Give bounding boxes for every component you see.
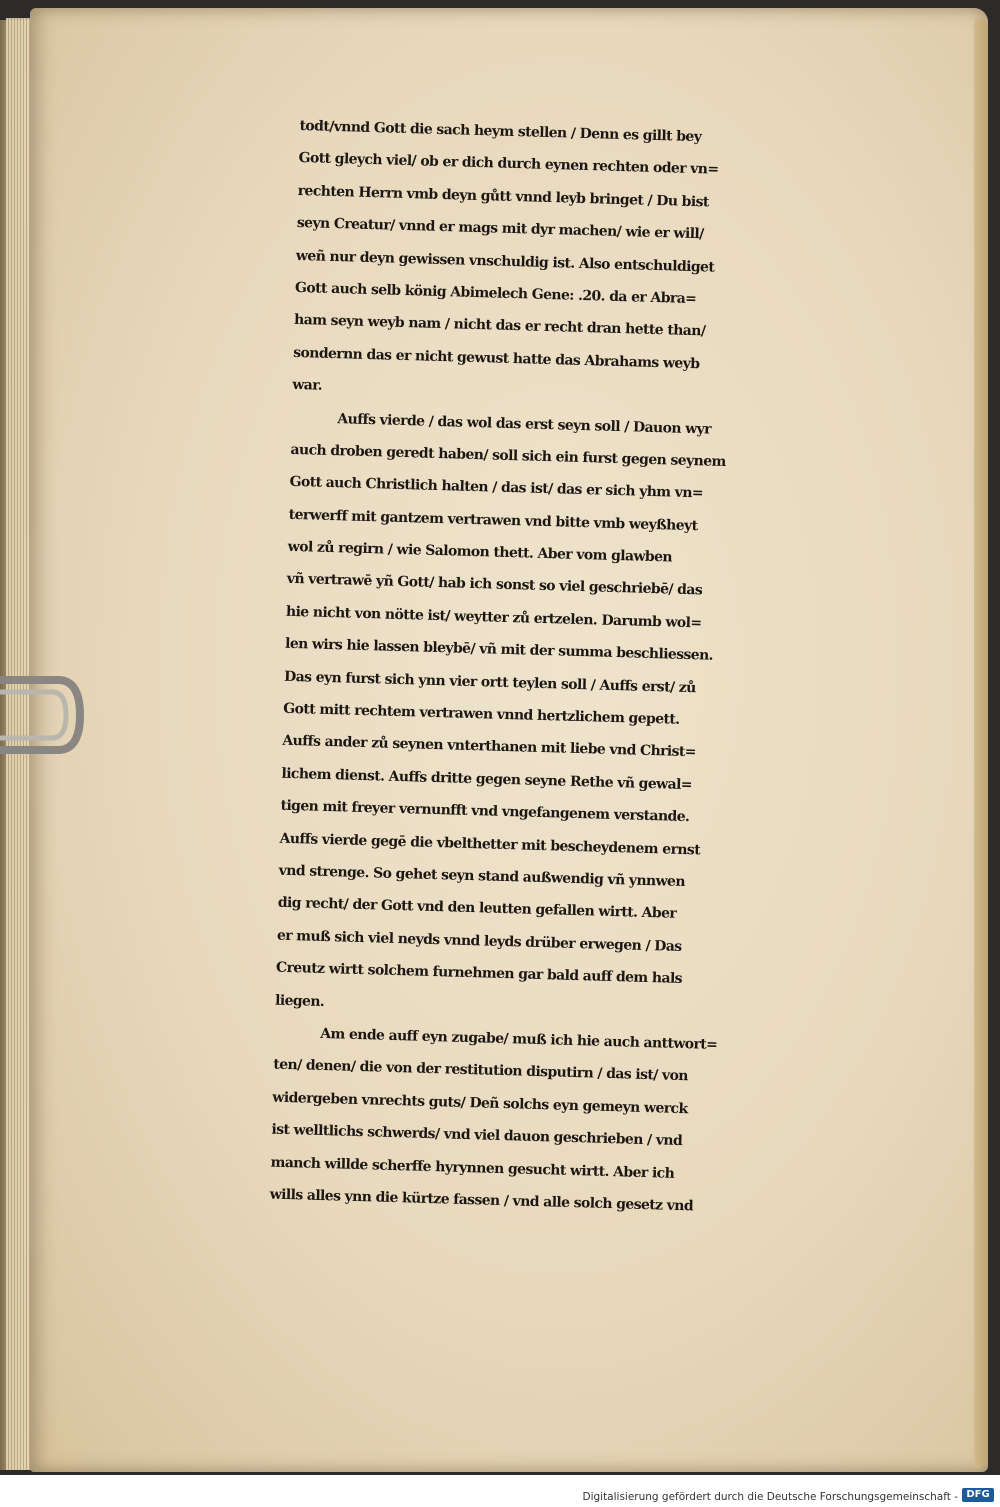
text-line: Gott auch selb könig Abimelech Gene: .20. da er Abra= [294, 279, 697, 308]
paper-clip-icon [0, 670, 84, 760]
text-line: Auffs vierde gegē die vbelthetter mit bescheydenem ernst [279, 830, 701, 859]
text-line: lichem dienst. Auffs dritte gegen seyne Rethe vñ gewal= [281, 765, 693, 794]
text-line: len wirs hie lassen bleybē/ vñ mit der summa beschliessen. [284, 636, 714, 664]
text-line: ten/ denen/ die von der restitution disputirn / das ist/ von [273, 1056, 689, 1085]
text-line: wol zů regirn / wie Salomon thett. Aber vom glawben [287, 538, 673, 566]
text-line: Auffs ander zů seynen vnterthanen mit liebe vnd Christ= [282, 733, 697, 761]
text-line: rechten Herrn vmb deyn gůtt vnnd leyb bringet / Du bist [297, 182, 709, 211]
footer-credit: Digitalisierung gefördert durch die Deutsche Forschungsgemeinschaft - [582, 1491, 958, 1503]
text-line: hie nicht von nötte ist/ weytter zů ertzelen. Darumb wol= [285, 603, 702, 632]
text-line: dig recht/ der Gott vnd den leutten gefallen wirtt. Aber [277, 895, 677, 923]
text-line: wills alles ynn die kürtze fassen / vnd alle solch gesetz vnd [269, 1186, 694, 1215]
text-line: ham seyn weyb nam / nicht das er recht dran hette than/ [293, 312, 706, 340]
text-line: er muß sich viel neyds vnnd leyds drüber erwegen / Das [276, 927, 682, 955]
text-line: Am ende auff eyn zugabe/ muß ich hie auch anttwort= [319, 1025, 718, 1053]
text-line: ist welltlichs schwerds/ vnd viel dauon geschrieben / vnd [271, 1121, 683, 1150]
text-line: terwerff mit gantzem vertrawen vnd bitte vmb weyßheyt [288, 506, 698, 534]
text-line: sondernn das er nicht gewust hatte das Abrahams weyb [292, 344, 700, 372]
text-line: war. [292, 377, 323, 394]
text-line: Gott gleych viel/ ob er dich durch eynen rechten oder vn= [298, 150, 719, 179]
text-line: liegen. [274, 992, 325, 1010]
text-line: weñ nur deyn gewissen vnschuldig ist. Also entschuldiget [295, 247, 715, 276]
text-line: Auffs vierde / das wol das erst seyn soll / Dauon wyr [337, 410, 712, 438]
text-line: vnd strenge. So gehet seyn stand außwendig vñ ynnwen [278, 862, 686, 891]
text-line: todt/vnnd Gott die sach heym stellen / Denn es gillt bey [299, 117, 702, 146]
text-line: seyn Creatur/ vnnd er mags mit dyr machen/ wie er will/ [296, 215, 704, 243]
text-line: manch willde scherffe hyrynnen gesucht wirtt. Aber ich [270, 1154, 675, 1182]
text-line: auch droben geredt haben/ soll sich ein furst gegen seynem [290, 441, 726, 470]
text-line: Gott mitt rechtem vertrawen vnnd hertzlichem gepett. [283, 700, 680, 728]
page-text-block [269, 110, 989, 1230]
text-line: Das eyn furst sich ynn vier ortt teylen soll / Auffs erst/ zů [283, 668, 696, 696]
text-line: Creutz wirtt solchem furnehmen gar bald auff dem hals [275, 959, 683, 988]
text-line: tigen mit freyer vernunfft vnd vngefangenem verstande. [280, 797, 690, 826]
text-line: vñ vertrawē yñ Gott/ hab ich sonst so viel geschriebē/ das [286, 571, 703, 599]
text-line: widergeben vnrechts guts/ Deñ solchs eyn gemeyn werck [272, 1089, 688, 1117]
text-line: Gott auch Christlich halten / das ist/ das er sich yhm vn= [289, 474, 704, 502]
dfg-logo: DFG [962, 1488, 994, 1502]
